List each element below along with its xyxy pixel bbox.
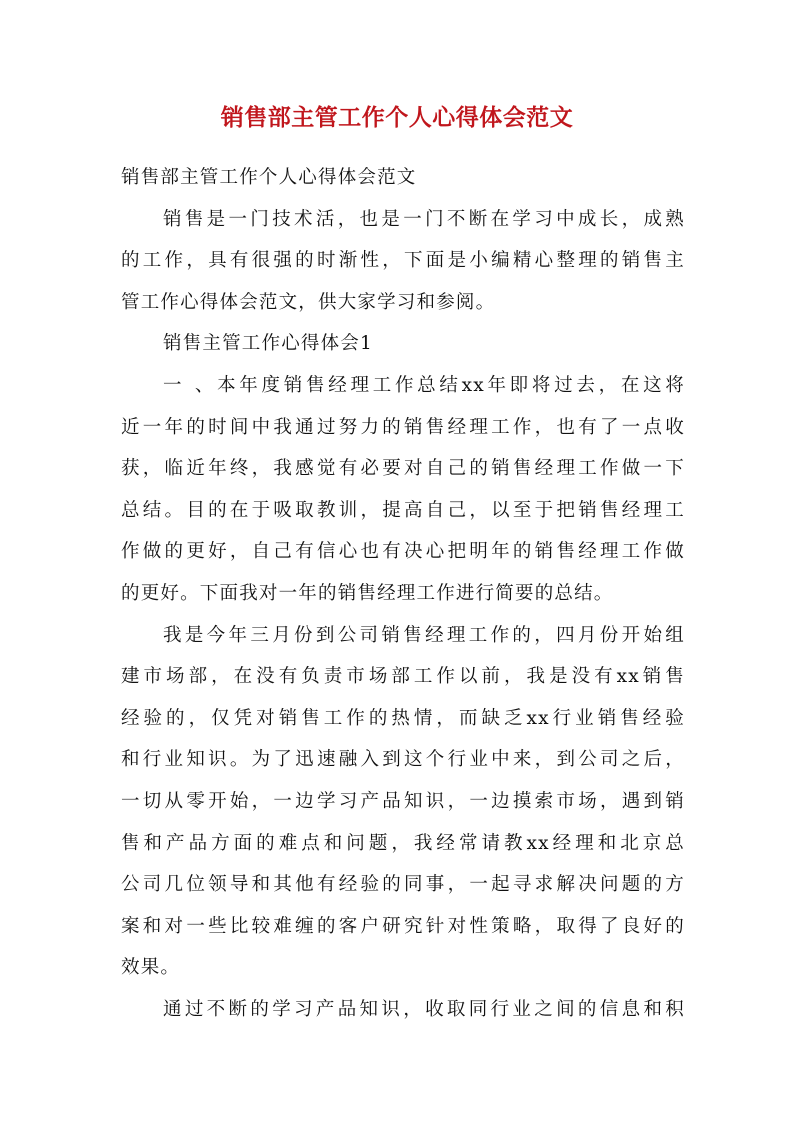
- text-line: 一切从零开始，一边学习产品知识，一边摸索市场，遇到销: [121, 790, 685, 812]
- text-line: 销售主管工作心得体会1: [163, 333, 373, 355]
- text-line: 销售是一门技术活，也是一门不断在学习中成长，成熟: [163, 208, 685, 230]
- text-line: 管工作心得体会范文，供大家学习和参阅。: [121, 291, 496, 313]
- text-line: 销售部主管工作个人心得体会范文: [121, 167, 417, 188]
- text-line: 一 、本年度销售经理工作总结xx年即将过去，在这将: [163, 374, 685, 396]
- text-line: 经验的，仅凭对销售工作的热情，而缺乏xx行业销售经验: [121, 707, 685, 729]
- text-line: 的工作，具有很强的时渐性，下面是小编精心整理的销售主: [121, 250, 685, 272]
- text-line: 通过不断的学习产品知识，收取同行业之间的信息和积: [163, 998, 685, 1020]
- text-line: 建市场部，在没有负责市场部工作以前，我是没有xx销售: [121, 666, 685, 688]
- text-line: 获，临近年终，我感觉有必要对自己的销售经理工作做一下: [121, 458, 685, 480]
- text-line: 的更好。下面我对一年的销售经理工作进行简要的总结。: [121, 582, 614, 604]
- text-line: 公司几位领导和其他有经验的同事，一起寻求解决问题的方: [121, 874, 685, 896]
- document-title: 销售部主管工作个人心得体会范文: [220, 104, 574, 131]
- text-line: 售和产品方面的难点和问题，我经常请教xx经理和北京总: [121, 832, 685, 854]
- text-line: 总结。目的在于吸取教训，提高自己，以至于把销售经理工: [121, 499, 685, 521]
- text-line: 效果。: [121, 957, 181, 979]
- text-line: 我是今年三月份到公司销售经理工作的，四月份开始组: [163, 624, 685, 646]
- text-line: 和行业知识。为了迅速融入到这个行业中来，到公司之后，: [121, 749, 685, 771]
- document-body: [121, 157, 685, 1030]
- text-line: 案和对一些比较难缠的客户研究针对性策略，取得了良好的: [121, 915, 685, 937]
- text-line: 作做的更好，自己有信心也有决心把明年的销售经理工作做: [121, 541, 685, 563]
- text-line: 近一年的时间中我通过努力的销售经理工作，也有了一点收: [121, 416, 685, 438]
